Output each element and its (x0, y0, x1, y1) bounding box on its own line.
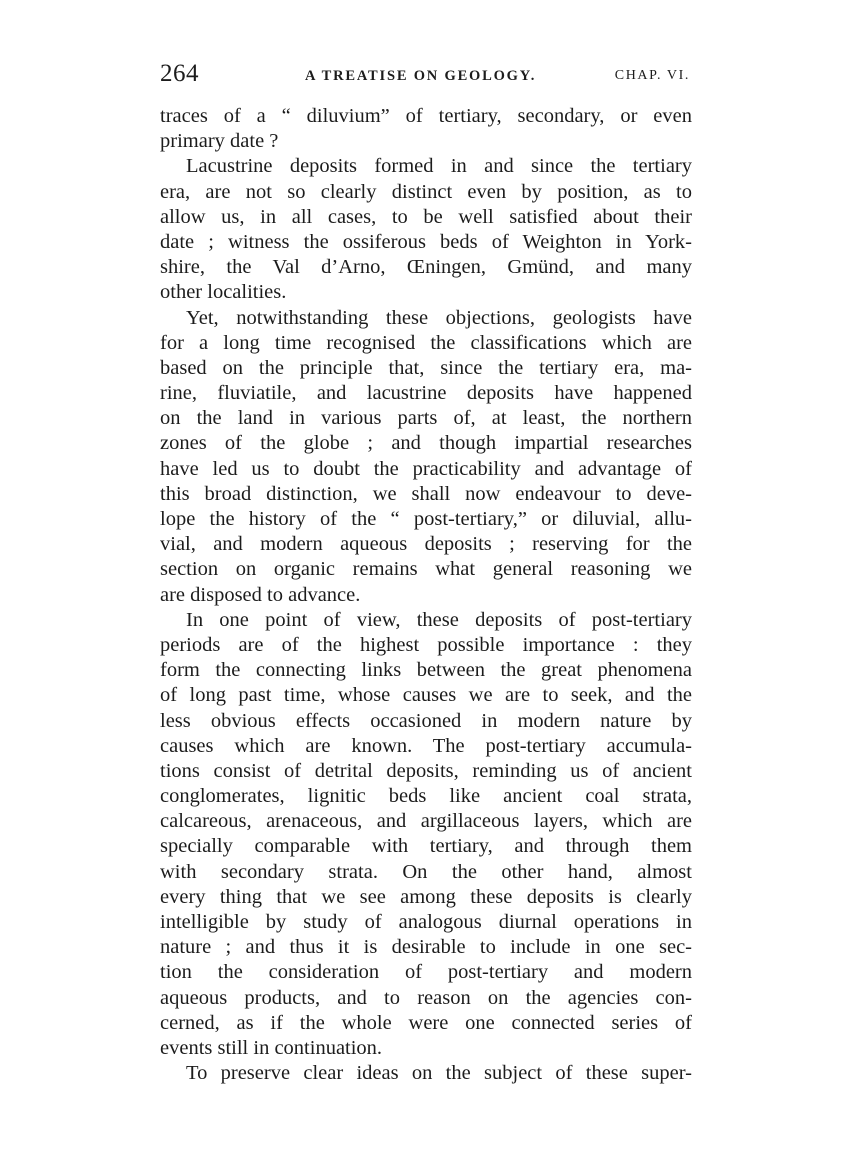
text-line: on the land in various parts of, at least, the northern (160, 407, 692, 430)
page-number: 264 (160, 60, 199, 87)
text-line: specially comparable with tertiary, and through them (160, 835, 692, 858)
text-line: vial, and modern aqueous deposits ; reserving for the (160, 533, 692, 556)
text-line: causes which are known. The post-tertiary accumula- (160, 734, 692, 757)
chapter-label: CHAP. VI. (614, 68, 690, 83)
text-line: cerned, as if the whole were one connected series of (160, 1011, 692, 1034)
text-line: nature ; and thus it is desirable to include in one sec- (160, 936, 692, 959)
running-title: A TREATISE ON GEOLOGY. (305, 68, 537, 84)
text-line: with secondary strata. On the other hand, almost (160, 860, 692, 883)
text-line: lope the history of the “ post-tertiary,” or diluvial, allu- (160, 508, 692, 530)
text-line: era, are not so clearly distinct even by position, as to (160, 180, 692, 203)
text-line: primary date ? (160, 130, 279, 153)
text-line: events still in continuation. (160, 1036, 383, 1059)
text-line: have led us to doubt the practicability and advantage of (160, 457, 692, 480)
body-text (160, 104, 692, 1086)
text-line: based on the principle that, since the tertiary era, ma- (160, 356, 692, 379)
text-line: To preserve clear ideas on the subject of these super- (186, 1062, 692, 1085)
text-line: for a long time recognised the classifications which are (160, 331, 692, 354)
text-line: traces of a “ diluvium” of tertiary, secondary, or even (160, 105, 692, 127)
text-line: every thing that we see among these deposits is clearly (160, 885, 692, 908)
text-line: tion the consideration of post-tertiary and modern (160, 961, 692, 984)
text-line: intelligible by study of analogous diurnal operations in (160, 911, 692, 933)
text-line: conglomerates, lignitic beds like ancient coal strata, (160, 785, 692, 808)
text-line: of long past time, whose causes we are to seek, and the (160, 684, 692, 707)
text-line: In one point of view, these deposits of post-tertiary (186, 608, 692, 631)
page-header (160, 60, 690, 90)
text-line: section on organic remains what general reasoning we (160, 558, 692, 581)
text-line: are disposed to advance. (160, 583, 361, 606)
text-line: rine, fluviatile, and lacustrine deposits have happened (160, 382, 692, 405)
text-line: form the connecting links between the great phenomena (160, 659, 692, 682)
text-line: allow us, in all cases, to be well satisfied about their (160, 205, 692, 228)
text-line: other localities. (160, 281, 287, 304)
text-line: Yet, notwithstanding these objections, geologists have (186, 306, 692, 329)
text-line: calcareous, arenaceous, and argillaceous layers, which are (160, 810, 692, 833)
text-line: Lacustrine deposits formed in and since the tertiary (186, 155, 692, 178)
text-line: this broad distinction, we shall now endeavour to deve- (160, 482, 692, 505)
text-line: less obvious effects occasioned in modern nature by (160, 709, 692, 732)
text-line: aqueous products, and to reason on the agencies con- (160, 986, 692, 1009)
text-line: periods are of the highest possible importance : they (160, 633, 692, 656)
text-line: zones of the globe ; and though impartial researches (160, 432, 692, 455)
text-line: shire, the Val d’Arno, Œningen, Gmünd, and many (160, 256, 692, 279)
text-line: date ; witness the ossiferous beds of Weighton in York- (160, 230, 692, 253)
text-line: tions consist of detrital deposits, reminding us of ancient (160, 759, 692, 782)
